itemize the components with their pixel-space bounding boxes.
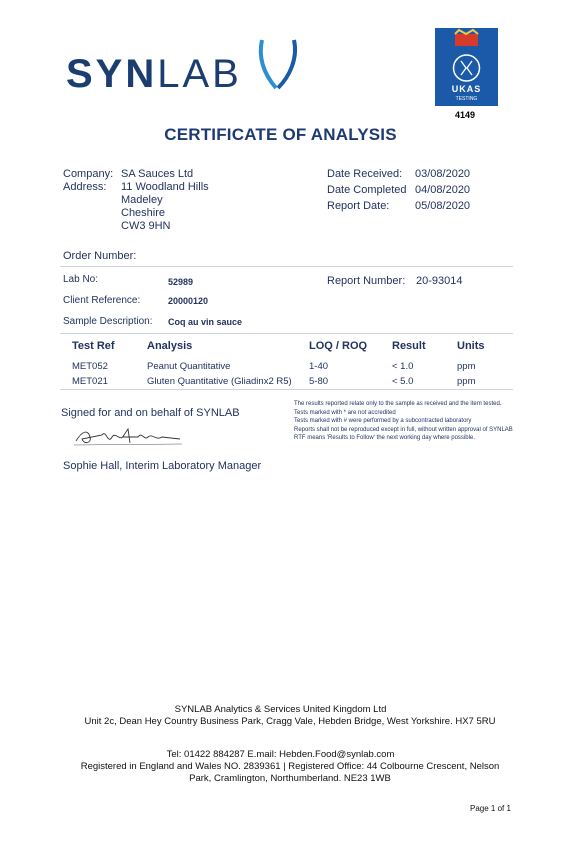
table-cell: Gluten Quantitative (Gliadinx2 R5) (147, 376, 292, 387)
page-number: Page 1 of 1 (470, 804, 511, 813)
table-cell: Peanut Quantitative (147, 361, 231, 372)
note-line: Tests marked with # were performed by a subcontracted laboratory (294, 418, 472, 425)
client-reference-value: 20000120 (168, 296, 209, 306)
table-cell: 1-40 (309, 361, 329, 372)
footer-registered: Registered in England and Wales NO. 2839361 | Registered Office: 44 Colbourne Crescent, Nelson Park, Cramlington, Northumberland. NE23 1WB (80, 761, 500, 784)
lab-no-value: 52989 (168, 277, 194, 287)
table-cell: MET021 (72, 376, 108, 387)
table-header-test-ref: Test Ref (72, 340, 115, 352)
client-reference-label: Client Reference: (63, 295, 141, 306)
note-line: The results reported relate only to the sample as received and the item tested. (294, 401, 502, 407)
report-number-value: 20-93014 (416, 275, 463, 287)
lab-no-label: Lab No: (63, 274, 99, 285)
table-cell: MET052 (72, 361, 108, 372)
address-line: 11 Woodland Hills (121, 181, 209, 193)
sample-description-value: Coq au vin sauce (168, 317, 243, 327)
divider (60, 389, 513, 390)
note-line: Tests marked with * are not accredited (294, 409, 396, 416)
table-cell: < 1.0 (392, 361, 414, 372)
address-label: Address: (63, 181, 107, 193)
ukas-sublabel: TESTING (455, 96, 478, 102)
divider (60, 333, 513, 334)
footer-address: Unit 2c, Dean Hey Country Business Park, Cragg Vale, Hebden Bridge, West Yorkshire. HX7 5RU (84, 716, 496, 727)
table-header-loq: LOQ / ROQ (309, 340, 368, 352)
ukas-crown-icon (435, 28, 498, 106)
table-cell: ppm (457, 361, 476, 372)
table-cell: 5-80 (309, 376, 329, 387)
order-number-label: Order Number: (63, 250, 137, 262)
date-completed-value: 04/08/2020 (415, 184, 471, 196)
date-completed-label: Date Completed (327, 184, 407, 196)
report-date-label: Report Date: (327, 200, 390, 212)
synlab-logo: SYNLAB (66, 52, 242, 96)
company-label: Company: (63, 168, 114, 180)
address-line: CW3 9HN (121, 220, 171, 232)
signed-on-behalf-text: Signed for and on behalf of SYNLAB (61, 407, 240, 419)
date-received-value: 03/08/2020 (415, 168, 471, 180)
table-cell: < 5.0 (392, 376, 414, 387)
ukas-label: UKAS (451, 84, 482, 94)
table-header-units: Units (457, 340, 485, 352)
signature-image (72, 425, 187, 449)
note-line: Reports shall not be reproduced except in full, without written approval of SYNLAB (294, 426, 513, 433)
address-line: Madeley (121, 194, 163, 206)
divider (60, 266, 513, 267)
note-line: RTF means 'Results to Follow' the next working day where possible. (294, 435, 475, 442)
synlab-wave-icon (254, 38, 300, 92)
footer-company: SYNLAB Analytics & Services United Kingdom Ltd (174, 704, 387, 715)
address-line: Cheshire (121, 207, 166, 219)
footer-contact: Tel: 01422 884287 E.mail: Hebden.Food@synlab.com (166, 749, 395, 760)
ukas-number: 4149 (455, 110, 476, 120)
report-date-value: 05/08/2020 (415, 200, 471, 212)
company-value: SA Sauces Ltd (121, 168, 194, 180)
sample-description-label: Sample Description: (63, 316, 153, 327)
date-received-label: Date Received: (327, 168, 403, 180)
report-number-label: Report Number: (327, 275, 406, 287)
table-header-analysis: Analysis (147, 340, 193, 352)
table-cell: ppm (457, 376, 476, 387)
signatory-name: Sophie Hall, Interim Laboratory Manager (63, 460, 262, 472)
page-title: CERTIFICATE OF ANALYSIS (164, 125, 397, 144)
table-header-result: Result (392, 340, 426, 352)
report-notes (294, 400, 514, 443)
ukas-badge (435, 28, 498, 106)
